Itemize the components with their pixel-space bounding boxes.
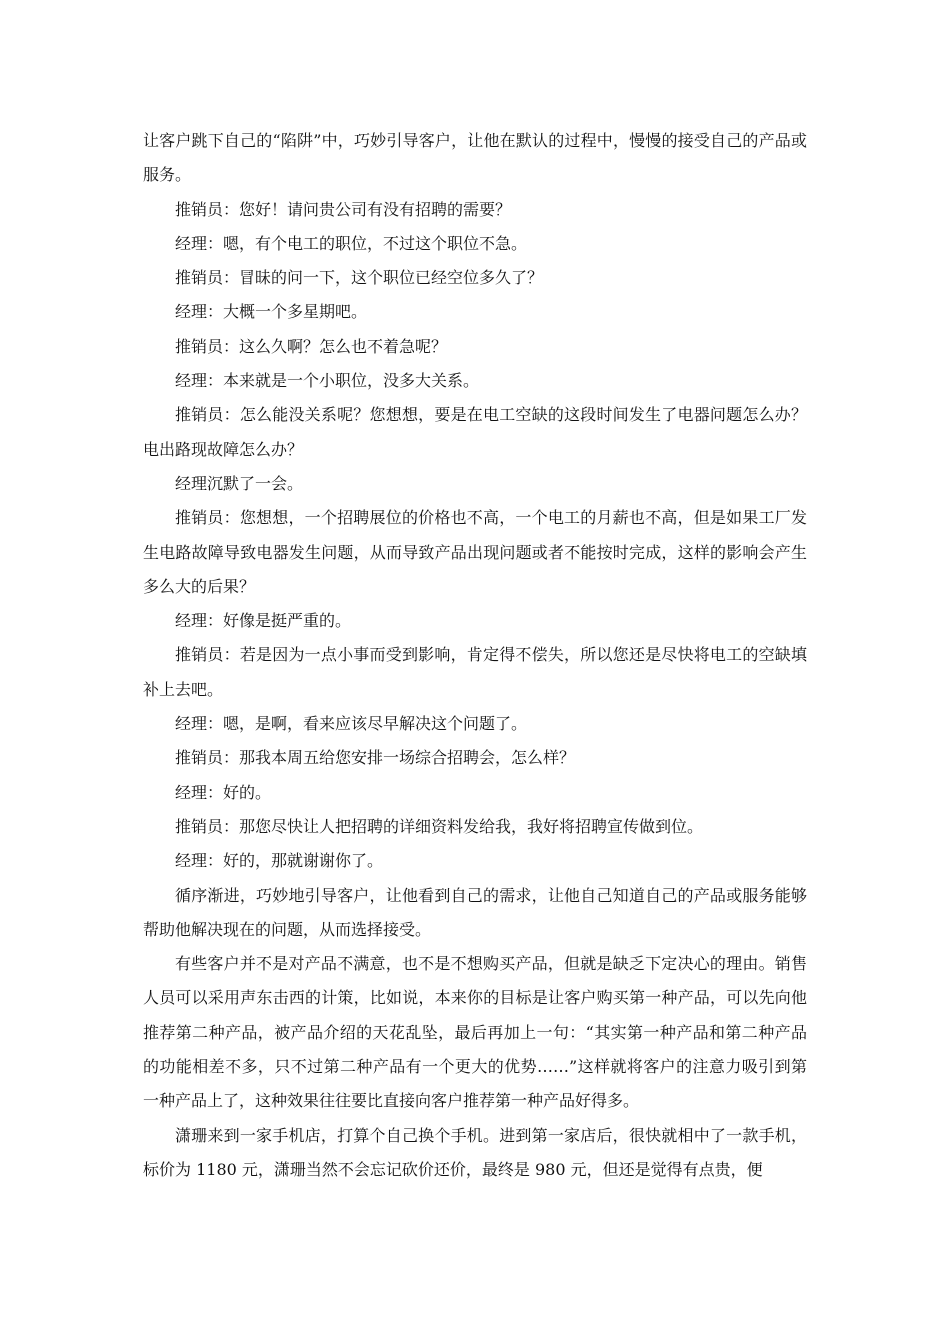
narration-line: 经理沉默了一会。 [175, 473, 304, 493]
dialogue-line: 推销员：怎么能没关系呢？您想想，要是在电工空缺的这段时间发生了电器问题怎么办？电出路现故障怎么办？ [143, 405, 807, 459]
body-paragraph: 循序渐进，巧妙地引导客户，让他看到自己的需求，让他自己知道自己的产品或服务能够帮助他解决现在的问题，从而选择接受。 [143, 885, 807, 939]
dialogue-line: 经理：大概一个多星期吧。 [175, 302, 368, 322]
dialogue-line: 经理：好的。 [175, 782, 272, 802]
dialogue-line: 经理：好的，那就谢谢你了。 [175, 851, 384, 871]
dialogue-line: 经理：好像是挺严重的。 [175, 611, 352, 631]
dialogue-line: 推销员：那我本周五给您安排一场综合招聘会，怎么样？ [175, 748, 576, 768]
dialogue-line: 经理：嗯，有个电工的职位，不过这个职位不急。 [175, 233, 528, 253]
dialogue-line: 推销员：您好！请问贵公司有没有招聘的需要？ [175, 199, 512, 219]
dialogue-line: 推销员：这么久啊？怎么也不着急呢？ [175, 336, 448, 356]
dialogue-line: 经理：嗯，是啊，看来应该尽早解决这个问题了。 [175, 714, 528, 734]
dialogue-line: 推销员：您想想，一个招聘展位的价格也不高，一个电工的月薪也不高，但是如果工厂发生电路故障导致电器发生问题，从而导致产品出现问题或者不能按时完成，这样的影响会产生多么大的后果？ [143, 508, 807, 596]
dialogue-line: 推销员：若是因为一点小事而受到影响，肯定得不偿失，所以您还是尽快将电工的空缺填补上去吧。 [143, 645, 807, 699]
document-body [143, 124, 807, 1187]
body-paragraph: 潇珊来到一家手机店，打算个自己换个手机。进到第一家店后，很快就相中了一款手机，标价为 1180 元，潇珊当然不会忘记砍价还价，最终是 980 元，但还是觉得有点贵，便 [143, 1125, 807, 1179]
body-paragraph: 有些客户并不是对产品不满意，也不是不想购买产品，但就是缺乏下定决心的理由。销售人员可以采用声东击西的计策，比如说，本来你的目标是让客户购买第一种产品，可以先向他推荐第二种产品，被产品介绍的天花乱坠，最后再加上一句：“其实第一种产品和第二种产品的功能相差不多，只不过第二种产品有一个更大的优势……”这样就将客户的注意力吸引到第一种产品上了，这种效果往往要比直接向客户推荐第一种产品好得多。 [143, 954, 807, 1111]
dialogue-line: 经理：本来就是一个小职位，没多大关系。 [175, 371, 480, 391]
dialogue-line: 推销员：那您尽快让人把招聘的详细资料发给我，我好将招聘宣传做到位。 [175, 816, 704, 836]
intro-paragraph: 让客户跳下自己的“陷阱”中，巧妙引导客户，让他在默认的过程中，慢慢的接受自己的产品或服务。 [143, 131, 807, 185]
dialogue-line: 推销员：冒昧的问一下，这个职位已经空位多久了？ [175, 268, 544, 288]
